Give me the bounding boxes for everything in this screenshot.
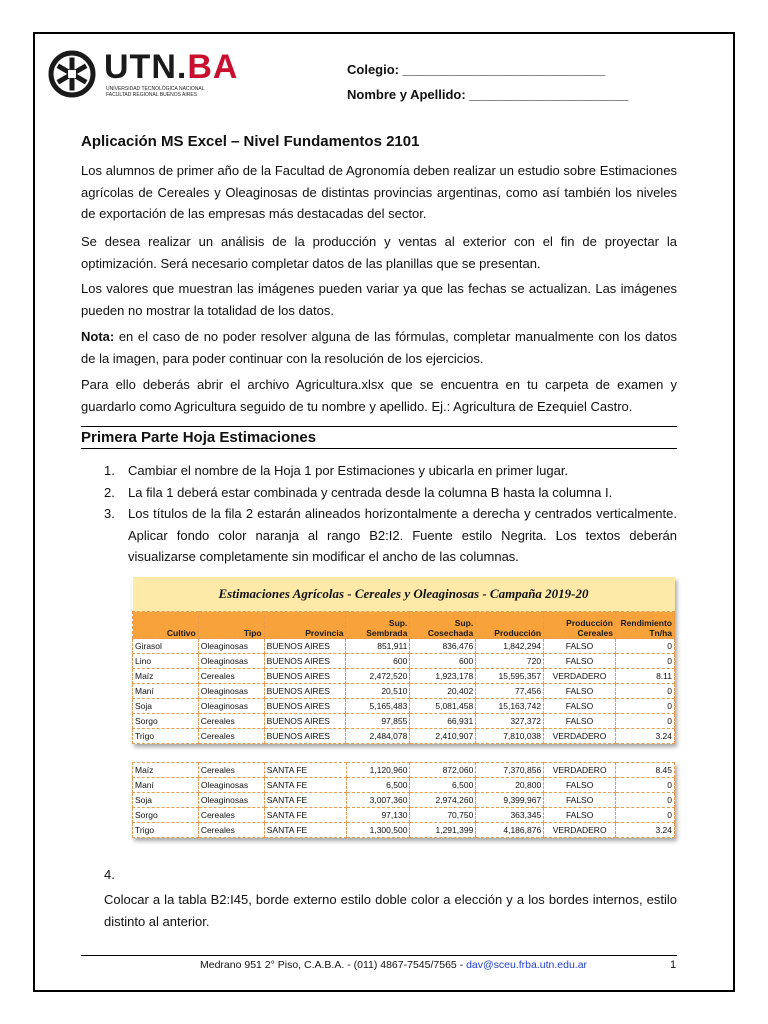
table-cell: SANTA FE: [264, 793, 346, 808]
table-cell: SANTA FE: [264, 778, 346, 793]
table-cell: Cereales: [198, 808, 264, 823]
table-cell: Sorgo: [133, 714, 199, 729]
table-cell: 4,186,876: [476, 823, 544, 838]
table-cell: 5,165,483: [346, 699, 410, 714]
table-cell: BUENOS AIRES: [264, 684, 346, 699]
table-cell: 1,291,399: [410, 823, 476, 838]
table-cell: 2,484,078: [346, 729, 410, 744]
table-cell: 720: [476, 654, 544, 669]
step-4-text: Colocar a la tabla B2:I45, borde externo estilo doble color a elección y a los bordes internos, estilo distinto al anterior.: [104, 892, 677, 929]
table-row: [133, 793, 675, 808]
spreadsheet-table: [132, 577, 675, 744]
utn-logo-icon: [48, 50, 96, 98]
table-cell: 1,300,500: [346, 823, 410, 838]
table-cell: VERDADERO: [544, 669, 616, 684]
table-cell: 6,500: [410, 778, 476, 793]
table-cell: BUENOS AIRES: [264, 714, 346, 729]
colegio-field: Colegio: ____________________________: [347, 62, 606, 77]
table-cell: 0: [615, 699, 674, 714]
table-row: [133, 669, 675, 684]
table-cell: VERDADERO: [544, 823, 616, 838]
table-row: [133, 778, 675, 793]
table-cell: SANTA FE: [264, 823, 346, 838]
table-cell: 600: [410, 654, 476, 669]
table-cell: Maní: [133, 684, 199, 699]
table-row: [133, 714, 675, 729]
table-cell: 327,372: [476, 714, 544, 729]
section-heading: Primera Parte Hoja Estimaciones: [81, 426, 677, 449]
table-row: [133, 684, 675, 699]
header-cell: Rendimiento Tn/ha: [615, 612, 674, 639]
table-cell: 0: [616, 793, 675, 808]
table-cell: BUENOS AIRES: [264, 639, 346, 654]
table-cell: Lino: [133, 654, 199, 669]
paragraph-values-note: Los valores que muestran las imágenes pueden variar ya que las fechas se actualizan. Las imágenes pueden no mostrar la totalidad de los datos.: [81, 281, 677, 318]
table-cell: 8.45: [616, 763, 675, 778]
table-cell: Girasol: [133, 639, 199, 654]
logo-subtitle: UNIVERSIDAD TECNOLÓGICA NACIONAL FACULTAD REGIONAL BUENOS AIRES: [106, 86, 205, 98]
table-cell: Oleaginosas: [198, 639, 264, 654]
table-cell: FALSO: [544, 699, 616, 714]
table-cell: FALSO: [544, 639, 616, 654]
table-cell: 7,810,038: [476, 729, 544, 744]
table-cell: 15,163,742: [476, 699, 544, 714]
table-cell: 2,472,520: [346, 669, 410, 684]
table-cell: 600: [346, 654, 410, 669]
spreadsheet-table: [132, 762, 675, 838]
table-cell: FALSO: [544, 714, 616, 729]
list-item: 2. La fila 1 deberá estar combinada y centrada desde la columna B hasta la columna I.: [104, 484, 613, 500]
header-cell: Sup. Sembrada: [346, 612, 410, 639]
footer-divider: [81, 955, 677, 956]
nombre-field: Nombre y Apellido: ______________________: [347, 87, 629, 102]
list-item: 1. Cambiar el nombre de la Hoja 1 por Estimaciones y ubicarla en primer lugar.: [104, 463, 569, 478]
header-cell: Cultivo: [133, 612, 199, 639]
table-cell: Cereales: [198, 714, 264, 729]
table-cell: Cereales: [198, 729, 264, 744]
table-row: [133, 808, 675, 823]
table-cell: 5,081,458: [410, 699, 476, 714]
table-cell: 836,476: [410, 639, 476, 654]
table-cell: 70,750: [410, 808, 476, 823]
table-cell: 0: [615, 654, 674, 669]
steps-list: [104, 460, 677, 568]
table-cell: Maní: [133, 778, 199, 793]
list-item: 3. Los títulos de la fila 2 estarán alineados horizontalmente a derecha y centrados verticalmente. Aplicar fondo color naranja al rango B2:I2. Fuente estilo Negrita. Los textos deberán visualizarse completamente sin modificar el ancho de las columnas.: [104, 506, 677, 564]
table-cell: 66,931: [410, 714, 476, 729]
table-cell: FALSO: [544, 778, 616, 793]
table-cell: 2,410,907: [410, 729, 476, 744]
table-cell: Soja: [133, 699, 199, 714]
table-cell: Maíz: [133, 763, 199, 778]
sheet-title: Estimaciones Agrícolas - Cereales y Oleaginosas - Campaña 2019-20: [133, 577, 675, 612]
header-cell: Tipo: [198, 612, 264, 639]
logo-wordmark: UTN.BA: [104, 48, 239, 86]
table-cell: Soja: [133, 793, 199, 808]
paragraph-file-instructions: Para ello deberás abrir el archivo Agricultura.xlsx que se encuentra en tu carpeta de examen y guardarlo como Agricultura seguido de tu nombre y apellido. Ej.: Agricultura de Ezequiel Castro.: [81, 377, 677, 414]
table-cell: BUENOS AIRES: [264, 699, 346, 714]
footer-email-link[interactable]: dav@sceu.frba.utn.edu.ar: [466, 959, 588, 971]
table-cell: Oleaginosas: [198, 684, 264, 699]
paragraph-intro: Los alumnos de primer año de la Facultad de Agronomía deben realizar un estudio sobre Estimaciones agrícolas de Cereales y Oleaginosas de distintas provincias argentinas, como así también los niveles de exportación de las empresas más destacadas del sector.: [81, 163, 677, 221]
table-cell: 8.11: [615, 669, 674, 684]
table-cell: 3.24: [615, 729, 674, 744]
page-title: Aplicación MS Excel – Nivel Fundamentos 2101: [81, 133, 420, 150]
table-cell: 7,370,856: [476, 763, 544, 778]
table-cell: Cereales: [198, 763, 264, 778]
table-cell: FALSO: [544, 793, 616, 808]
table-cell: 20,800: [476, 778, 544, 793]
table-row: [133, 639, 675, 654]
table-cell: 15,595,357: [476, 669, 544, 684]
table-cell: Maíz: [133, 669, 199, 684]
table-cell: 851,911: [346, 639, 410, 654]
table-row: [133, 729, 675, 744]
spreadsheet-santa-fe-image: [132, 762, 675, 838]
table-cell: 0: [615, 714, 674, 729]
table-cell: 1,923,178: [410, 669, 476, 684]
header-cell: Sup. Cosechada: [410, 612, 476, 639]
table-cell: 1,842,294: [476, 639, 544, 654]
table-row: [133, 763, 675, 778]
table-cell: FALSO: [544, 684, 616, 699]
spreadsheet-estimaciones-image: [132, 577, 675, 744]
table-cell: 2,974,260: [410, 793, 476, 808]
table-cell: 9,399,967: [476, 793, 544, 808]
table-cell: 1,120,960: [346, 763, 410, 778]
table-cell: SANTA FE: [264, 808, 346, 823]
table-cell: SANTA FE: [264, 763, 346, 778]
table-cell: 6,500: [346, 778, 410, 793]
table-cell: 3,007,360: [346, 793, 410, 808]
table-cell: 97,855: [346, 714, 410, 729]
table-cell: 97,130: [346, 808, 410, 823]
table-cell: 3.24: [616, 823, 675, 838]
table-cell: Cereales: [198, 823, 264, 838]
table-cell: Sorgo: [133, 808, 199, 823]
table-cell: 872,060: [410, 763, 476, 778]
header-cell: Provincia: [264, 612, 346, 639]
header-cell: Producción Cereales: [544, 612, 616, 639]
step-4-number: 4.: [104, 867, 115, 882]
table-cell: BUENOS AIRES: [264, 729, 346, 744]
table-cell: Oleaginosas: [198, 654, 264, 669]
table-cell: 0: [616, 778, 675, 793]
table-cell: Oleaginosas: [198, 793, 264, 808]
table-cell: 0: [616, 808, 675, 823]
table-cell: 363,345: [476, 808, 544, 823]
table-cell: 0: [615, 639, 674, 654]
table-cell: 20,510: [346, 684, 410, 699]
table-cell: Trigo: [133, 823, 199, 838]
footer-address: Medrano 951 2° Piso, C.A.B.A. - (011) 4867-7545/7565 - dav@sceu.frba.utn.edu.ar: [200, 959, 588, 971]
header-cell: Producción: [476, 612, 544, 639]
table-cell: Oleaginosas: [198, 699, 264, 714]
table-cell: FALSO: [544, 654, 616, 669]
table-cell: VERDADERO: [544, 763, 616, 778]
paragraph-nota: Nota: en el caso de no poder resolver alguna de las fórmulas, completar manualmente con los datos de la imagen, para poder continuar con la resolución de los ejercicios.: [81, 329, 677, 366]
table-row: [133, 699, 675, 714]
table-cell: Trigo: [133, 729, 199, 744]
table-row: [133, 654, 675, 669]
table-cell: FALSO: [544, 808, 616, 823]
table-cell: 0: [615, 684, 674, 699]
table-cell: 20,402: [410, 684, 476, 699]
table-header-row: [133, 612, 675, 639]
table-cell: Oleaginosas: [198, 778, 264, 793]
table-cell: VERDADERO: [544, 729, 616, 744]
table-row: [133, 823, 675, 838]
table-cell: Cereales: [198, 669, 264, 684]
table-cell: BUENOS AIRES: [264, 669, 346, 684]
table-cell: 77,456: [476, 684, 544, 699]
page-number: 1: [670, 959, 677, 971]
table-cell: BUENOS AIRES: [264, 654, 346, 669]
paragraph-objective: Se desea realizar un análisis de la producción y ventas al exterior con el fin de proyectar la optimización. Será necesario completar datos de las planillas que se presentan.: [81, 234, 677, 271]
